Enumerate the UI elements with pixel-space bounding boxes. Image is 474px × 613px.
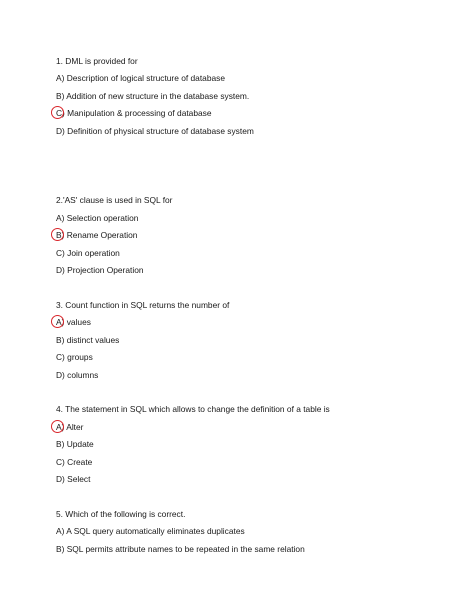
- question-2-option-c: C) Join operation: [56, 248, 120, 258]
- question-1-answer-circle: [51, 106, 64, 119]
- question-1-option-b: B) Addition of new structure in the database system.: [56, 91, 250, 101]
- question-2-option-a: A) Selection operation: [56, 213, 139, 223]
- question-2-answer-circle: [51, 228, 64, 241]
- question-2-text: 2.'AS' clause is used in SQL for: [56, 195, 173, 205]
- question-4-text: 4. The statement in SQL which allows to change the definition of a table is: [56, 404, 330, 414]
- question-1-option-c: C) Manipulation & processing of database: [56, 108, 212, 118]
- question-1-option-d: D) Definition of physical structure of database system: [56, 126, 254, 136]
- question-5-option-a: A) A SQL query automatically eliminates duplicates: [56, 526, 245, 536]
- question-3-answer-circle: [51, 315, 64, 328]
- question-3-text: 3. Count function in SQL returns the number of: [56, 300, 230, 310]
- question-3-option-b: B) distinct values: [56, 335, 120, 345]
- question-5-text: 5. Which of the following is correct.: [56, 509, 186, 519]
- question-4-option-b: B) Update: [56, 439, 94, 449]
- question-3-option-c: C) groups: [56, 352, 93, 362]
- question-2-option-d: D) Projection Operation: [56, 265, 144, 275]
- question-3-option-a: A) values: [56, 317, 91, 327]
- question-5-option-b: B) SQL permits attribute names to be repeated in the same relation: [56, 544, 305, 554]
- question-3-option-d: D) columns: [56, 370, 99, 380]
- question-1-text: 1. DML is provided for: [56, 56, 138, 66]
- question-1-option-a: A) Description of logical structure of database: [56, 73, 225, 83]
- question-4-answer-circle: [51, 420, 64, 433]
- question-2-option-b: B) Rename Operation: [56, 230, 138, 240]
- question-4-option-c: C) Create: [56, 457, 93, 467]
- question-4-option-d: D) Select: [56, 474, 91, 484]
- question-4-option-a: A) Alter: [56, 422, 84, 432]
